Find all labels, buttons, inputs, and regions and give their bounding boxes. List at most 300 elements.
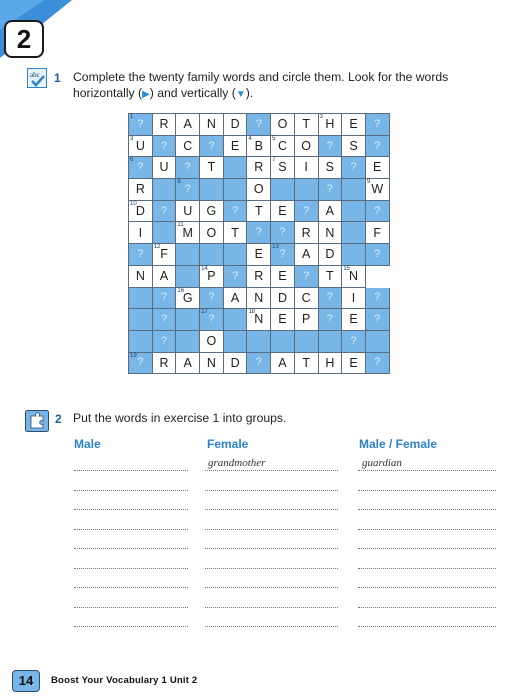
crossword-row bbox=[129, 287, 390, 309]
footer-title: Boost Your Vocabulary 1 Unit 2 bbox=[51, 675, 198, 686]
cell-letter: R bbox=[135, 182, 145, 197]
cell-letter: ? bbox=[303, 204, 310, 217]
page-number: 14 bbox=[12, 670, 40, 692]
cell-letter: D bbox=[135, 203, 145, 218]
cell-letter: N bbox=[206, 355, 216, 370]
crossword-cell bbox=[271, 244, 295, 266]
clue-number: 19 bbox=[130, 352, 137, 359]
crossword-cell bbox=[271, 200, 295, 222]
cell-letter: E bbox=[230, 138, 240, 153]
crossword-cell bbox=[223, 330, 247, 352]
clue-number: 15 bbox=[343, 265, 350, 272]
crossword-row bbox=[129, 135, 390, 157]
crossword-cell bbox=[176, 330, 200, 352]
crossword-cell bbox=[294, 309, 318, 331]
cell-letter: C bbox=[183, 138, 193, 153]
column-heading-male: Male bbox=[74, 437, 101, 451]
crossword-cell bbox=[342, 309, 366, 331]
crossword-cell bbox=[294, 114, 318, 136]
cell-letter: ? bbox=[255, 356, 262, 369]
crossword-cell bbox=[271, 309, 295, 331]
crossword-cell bbox=[247, 222, 271, 244]
crossword-cell bbox=[129, 309, 153, 331]
answer-line[interactable] bbox=[74, 509, 188, 510]
cell-letter: A bbox=[183, 117, 192, 132]
crossword-cell bbox=[342, 265, 366, 287]
cell-letter: E bbox=[373, 160, 382, 175]
clue-number: 14 bbox=[201, 265, 208, 272]
crossword-cell bbox=[294, 330, 318, 352]
cell-letter: ? bbox=[160, 313, 168, 326]
crossword-cell bbox=[271, 157, 295, 179]
crossword-cell bbox=[247, 179, 271, 201]
answer-line[interactable] bbox=[358, 529, 496, 530]
cell-letter: ? bbox=[255, 226, 262, 239]
cell-letter: P bbox=[301, 312, 311, 327]
cell-letter: ? bbox=[184, 161, 191, 174]
clue-number: 4 bbox=[248, 135, 252, 142]
crossword-cell bbox=[152, 287, 176, 309]
arrow-down-icon: ▼ bbox=[235, 89, 246, 100]
answer-line[interactable] bbox=[358, 548, 496, 549]
crossword-cell bbox=[318, 222, 342, 244]
crossword-cell bbox=[200, 157, 224, 179]
crossword-cell bbox=[200, 179, 224, 201]
cell-letter: I bbox=[351, 290, 356, 305]
crossword-cell bbox=[200, 287, 224, 309]
crossword-cell bbox=[294, 222, 318, 244]
crossword-cell bbox=[365, 330, 389, 352]
crossword-cell bbox=[294, 157, 318, 179]
crossword-cell bbox=[318, 157, 342, 179]
crossword-cell bbox=[365, 287, 389, 309]
crossword-cell bbox=[247, 157, 271, 179]
exercise2-instruction: Put the words in exercise 1 into groups. bbox=[73, 411, 287, 425]
cell-letter: O bbox=[277, 117, 288, 132]
crossword-cell bbox=[176, 114, 200, 136]
crossword-grid bbox=[128, 113, 390, 374]
column-heading-male-female: Male / Female bbox=[359, 437, 438, 451]
crossword-cell bbox=[129, 244, 153, 266]
answer-line[interactable] bbox=[205, 548, 338, 549]
crossword-cell bbox=[223, 222, 247, 244]
crossword-cell bbox=[129, 114, 153, 136]
crossword-cell bbox=[223, 114, 247, 136]
cell-letter: A bbox=[230, 290, 240, 305]
clue-number: 18 bbox=[248, 309, 256, 316]
crossword-cell bbox=[223, 265, 247, 287]
crossword-cell bbox=[152, 222, 176, 244]
crossword-cell bbox=[200, 200, 224, 222]
cell-letter: R bbox=[159, 117, 169, 132]
crossword-cell bbox=[247, 330, 271, 352]
crossword-cell bbox=[342, 200, 366, 222]
crossword-cell bbox=[365, 352, 389, 374]
cell-letter: W bbox=[371, 182, 384, 197]
answer-line[interactable] bbox=[74, 607, 188, 608]
crossword-cell bbox=[318, 287, 342, 309]
crossword-cell bbox=[200, 114, 224, 136]
clue-number: 12 bbox=[153, 244, 161, 251]
clue-number: 1 bbox=[130, 114, 134, 120]
cell-letter: F bbox=[373, 225, 382, 240]
crossword-cell bbox=[176, 244, 200, 266]
example-answer-female: grandmother bbox=[208, 457, 266, 469]
clue-number: 5 bbox=[272, 135, 276, 142]
cell-letter: O bbox=[206, 225, 217, 240]
crossword-cell bbox=[152, 244, 176, 266]
cell-letter: N bbox=[254, 290, 264, 305]
cell-letter: D bbox=[277, 290, 287, 305]
clue-number: 3 bbox=[319, 114, 323, 120]
cell-letter: O bbox=[206, 333, 217, 348]
clue-number: 3 bbox=[130, 135, 134, 142]
answer-line[interactable] bbox=[74, 548, 188, 549]
crossword-cell bbox=[152, 114, 176, 136]
crossword-cell bbox=[318, 179, 342, 201]
cell-letter: ? bbox=[137, 356, 144, 369]
crossword-cell bbox=[365, 179, 389, 201]
clue-number: 9 bbox=[366, 179, 371, 186]
clue-number: 17 bbox=[201, 309, 208, 316]
crossword-cell bbox=[176, 200, 200, 222]
crossword-row bbox=[129, 179, 390, 201]
cell-letter: ? bbox=[374, 356, 381, 369]
unit-badge: 2 bbox=[4, 20, 44, 58]
crossword-cell bbox=[342, 330, 366, 352]
crossword-cell bbox=[342, 352, 366, 374]
cell-letter: ? bbox=[326, 313, 333, 326]
exercise2-number: 2 bbox=[55, 412, 62, 426]
crossword-cell bbox=[247, 265, 271, 287]
crossword-cell bbox=[200, 135, 224, 157]
cell-letter: A bbox=[278, 355, 287, 370]
answer-line[interactable] bbox=[358, 509, 496, 510]
crossword-cell bbox=[200, 265, 224, 287]
cell-letter: ? bbox=[374, 313, 381, 326]
answer-line[interactable] bbox=[205, 587, 338, 588]
cell-letter: U bbox=[135, 138, 145, 153]
crossword-cell bbox=[365, 157, 389, 179]
cell-letter: ? bbox=[137, 247, 144, 260]
crossword-cell bbox=[223, 309, 247, 331]
cell-letter: T bbox=[254, 203, 263, 218]
arrow-right-icon: ▶ bbox=[142, 89, 150, 100]
crossword-cell bbox=[247, 352, 271, 374]
cell-letter: C bbox=[277, 138, 287, 153]
crossword-cell bbox=[318, 265, 342, 287]
answer-line[interactable] bbox=[205, 568, 338, 569]
answer-line[interactable] bbox=[205, 607, 338, 608]
crossword-cell bbox=[176, 265, 200, 287]
cell-letter: ? bbox=[232, 269, 239, 282]
crossword-cell bbox=[271, 114, 295, 136]
crossword-cell bbox=[271, 287, 295, 309]
cell-letter: ? bbox=[303, 269, 310, 282]
puzzle-piece-icon bbox=[25, 410, 49, 432]
answer-line[interactable] bbox=[205, 490, 338, 491]
crossword-cell bbox=[176, 157, 200, 179]
cell-letter: ? bbox=[326, 182, 333, 195]
abc-checkmark-icon bbox=[27, 68, 47, 88]
cell-letter: ? bbox=[326, 139, 333, 152]
crossword-cell bbox=[247, 135, 271, 157]
answer-line[interactable] bbox=[74, 587, 188, 588]
cell-letter: ? bbox=[160, 291, 168, 304]
cell-letter: ? bbox=[137, 161, 144, 174]
cell-letter: H bbox=[325, 117, 335, 132]
answer-line[interactable] bbox=[358, 626, 496, 627]
clue-number: 13 bbox=[272, 244, 279, 251]
crossword-cell bbox=[223, 244, 247, 266]
crossword-cell bbox=[176, 135, 200, 157]
cell-letter: S bbox=[349, 138, 358, 153]
crossword-cell bbox=[129, 157, 153, 179]
example-answer-male-female: guardian bbox=[362, 457, 402, 469]
crossword-cell bbox=[152, 157, 176, 179]
crossword-cell bbox=[223, 157, 247, 179]
cell-letter: U bbox=[183, 203, 193, 218]
cell-letter: ? bbox=[208, 139, 215, 152]
answer-line[interactable] bbox=[358, 470, 496, 471]
crossword-cell bbox=[176, 287, 200, 309]
cell-letter: E bbox=[349, 355, 358, 370]
crossword-cell bbox=[129, 200, 153, 222]
crossword-cell bbox=[342, 157, 366, 179]
crossword-cell bbox=[200, 352, 224, 374]
crossword-cell bbox=[342, 135, 366, 157]
answer-line[interactable] bbox=[358, 490, 496, 491]
crossword-cell bbox=[129, 265, 153, 287]
cell-letter: S bbox=[325, 160, 335, 175]
column-heading-female: Female bbox=[207, 437, 249, 451]
cell-letter: ? bbox=[350, 161, 357, 174]
cell-letter: G bbox=[206, 203, 217, 218]
cell-letter: ? bbox=[374, 291, 381, 304]
crossword-cell bbox=[318, 330, 342, 352]
crossword-cell bbox=[318, 244, 342, 266]
cell-letter: A bbox=[301, 247, 311, 262]
crossword-row bbox=[129, 330, 390, 352]
cell-letter: ? bbox=[160, 334, 168, 347]
cell-letter: O bbox=[301, 138, 312, 153]
crossword-cell bbox=[176, 309, 200, 331]
answer-line[interactable] bbox=[205, 529, 338, 530]
crossword-cell bbox=[294, 200, 318, 222]
answer-line[interactable] bbox=[74, 529, 188, 530]
crossword-row bbox=[129, 222, 390, 244]
answer-line[interactable] bbox=[205, 509, 338, 510]
cell-letter: A bbox=[325, 203, 335, 218]
cell-letter: F bbox=[160, 247, 168, 262]
cell-letter: E bbox=[278, 268, 287, 283]
cell-letter: R bbox=[254, 160, 264, 175]
answer-line[interactable] bbox=[74, 626, 188, 627]
cell-letter: B bbox=[254, 138, 263, 153]
crossword-cell bbox=[247, 114, 271, 136]
crossword-cell bbox=[152, 135, 176, 157]
crossword-cell bbox=[152, 352, 176, 374]
answer-line[interactable] bbox=[205, 470, 338, 471]
crossword-cell bbox=[247, 309, 271, 331]
cell-letter: ? bbox=[279, 226, 286, 239]
answer-line[interactable] bbox=[358, 587, 496, 588]
crossword-cell bbox=[342, 179, 366, 201]
cell-letter: ? bbox=[137, 117, 144, 130]
clue-number: 6 bbox=[130, 157, 134, 164]
cell-letter: ? bbox=[374, 204, 381, 217]
crossword-row bbox=[129, 265, 390, 287]
crossword-cell bbox=[152, 309, 176, 331]
answer-line[interactable] bbox=[74, 490, 188, 491]
crossword-cell bbox=[200, 222, 224, 244]
crossword-cell bbox=[200, 244, 224, 266]
cell-letter: O bbox=[253, 182, 264, 197]
cell-letter: D bbox=[230, 117, 240, 132]
crossword-cell bbox=[223, 287, 247, 309]
cell-letter: N bbox=[206, 117, 216, 132]
cell-letter: C bbox=[301, 290, 311, 305]
crossword-cell bbox=[129, 352, 153, 374]
crossword-cell bbox=[271, 265, 295, 287]
crossword-cell bbox=[342, 114, 366, 136]
exercise1-number: 1 bbox=[54, 71, 61, 85]
crossword-cell bbox=[247, 244, 271, 266]
clue-number: 8 bbox=[177, 179, 181, 186]
cell-letter: ? bbox=[374, 139, 381, 152]
crossword-cell bbox=[294, 265, 318, 287]
cell-letter: N bbox=[254, 312, 264, 327]
crossword-cell bbox=[271, 179, 295, 201]
clue-number: 7 bbox=[272, 157, 276, 164]
cell-letter: E bbox=[349, 117, 358, 132]
cell-letter: ? bbox=[160, 204, 168, 217]
crossword-row bbox=[129, 309, 390, 331]
clue-number: 11 bbox=[177, 222, 184, 229]
cell-letter: ? bbox=[374, 117, 381, 130]
cell-letter: ? bbox=[184, 182, 191, 195]
crossword-cell bbox=[318, 352, 342, 374]
answer-line[interactable] bbox=[358, 568, 496, 569]
exercise1-instruction: Complete the twenty family words and circle them. Look for the words horizontally (▶) and vertically (▼). bbox=[73, 70, 449, 100]
crossword-cell bbox=[152, 200, 176, 222]
crossword-cell bbox=[318, 135, 342, 157]
answer-line[interactable] bbox=[74, 470, 188, 471]
cell-letter: R bbox=[301, 225, 311, 240]
cell-letter: S bbox=[278, 160, 287, 175]
crossword-cell bbox=[176, 179, 200, 201]
crossword-row bbox=[129, 244, 390, 266]
footer bbox=[0, 666, 531, 697]
crossword-cell bbox=[129, 330, 153, 352]
cell-letter: E bbox=[254, 247, 263, 262]
cell-letter: T bbox=[302, 355, 310, 370]
crossword-cell bbox=[318, 200, 342, 222]
cell-letter: E bbox=[278, 203, 287, 218]
crossword-cell bbox=[342, 222, 366, 244]
crossword-cell bbox=[152, 265, 176, 287]
cell-letter: ? bbox=[350, 334, 357, 347]
cell-letter: ? bbox=[208, 291, 215, 304]
cell-letter: E bbox=[349, 312, 358, 327]
cell-letter: T bbox=[207, 160, 216, 175]
crossword-cell bbox=[247, 287, 271, 309]
crossword-cell bbox=[294, 244, 318, 266]
crossword-cell bbox=[152, 179, 176, 201]
crossword-cell bbox=[365, 309, 389, 331]
crossword-cell bbox=[318, 309, 342, 331]
crossword-row bbox=[129, 114, 390, 136]
crossword-cell bbox=[223, 352, 247, 374]
cell-letter: N bbox=[325, 225, 335, 240]
crossword-cell bbox=[318, 114, 342, 136]
cell-letter: ? bbox=[160, 139, 168, 152]
cell-letter: ? bbox=[208, 313, 215, 326]
crossword-row bbox=[129, 157, 390, 179]
cell-letter: R bbox=[159, 355, 169, 370]
crossword-cell bbox=[176, 352, 200, 374]
crossword-cell bbox=[294, 179, 318, 201]
cell-letter: ? bbox=[232, 204, 239, 217]
cell-letter: ? bbox=[255, 117, 262, 130]
crossword-cell bbox=[365, 200, 389, 222]
cell-letter: T bbox=[231, 225, 239, 240]
crossword-row bbox=[129, 352, 390, 374]
crossword-cell bbox=[176, 222, 200, 244]
cell-letter: U bbox=[159, 160, 169, 175]
crossword-cell bbox=[223, 135, 247, 157]
answer-line[interactable] bbox=[358, 607, 496, 608]
cell-letter: D bbox=[325, 247, 335, 262]
cell-letter: E bbox=[278, 312, 287, 327]
crossword-cell bbox=[152, 330, 176, 352]
answer-line[interactable] bbox=[205, 626, 338, 627]
crossword-cell bbox=[129, 135, 153, 157]
cell-letter: ? bbox=[279, 247, 286, 260]
cell-letter: D bbox=[230, 355, 240, 370]
crossword-cell bbox=[271, 352, 295, 374]
crossword-cell bbox=[200, 330, 224, 352]
cell-letter: N bbox=[135, 268, 145, 283]
crossword-cell bbox=[129, 179, 153, 201]
crossword-cell bbox=[271, 330, 295, 352]
cell-letter: A bbox=[183, 355, 192, 370]
crossword-cell bbox=[294, 352, 318, 374]
cell-letter: H bbox=[325, 355, 335, 370]
crossword-cell bbox=[365, 244, 389, 266]
clue-number: 16 bbox=[177, 287, 185, 294]
cell-letter: T bbox=[326, 268, 334, 283]
cell-letter: P bbox=[207, 268, 216, 283]
crossword-cell bbox=[294, 287, 318, 309]
cell-letter: M bbox=[182, 225, 193, 240]
crossword-cell bbox=[342, 287, 366, 309]
cell-letter: T bbox=[302, 117, 310, 132]
crossword-row bbox=[129, 200, 390, 222]
cell-letter: R bbox=[254, 268, 264, 283]
crossword-cell bbox=[365, 265, 389, 287]
cell-letter: G bbox=[182, 290, 193, 305]
cell-letter: I bbox=[304, 160, 308, 175]
crossword-cell bbox=[294, 135, 318, 157]
answer-line[interactable] bbox=[74, 568, 188, 569]
crossword-cell bbox=[365, 114, 389, 136]
crossword-cell bbox=[223, 179, 247, 201]
cell-letter: N bbox=[349, 268, 359, 283]
crossword-cell bbox=[200, 309, 224, 331]
crossword-cell bbox=[365, 135, 389, 157]
cell-letter: ? bbox=[326, 291, 333, 304]
